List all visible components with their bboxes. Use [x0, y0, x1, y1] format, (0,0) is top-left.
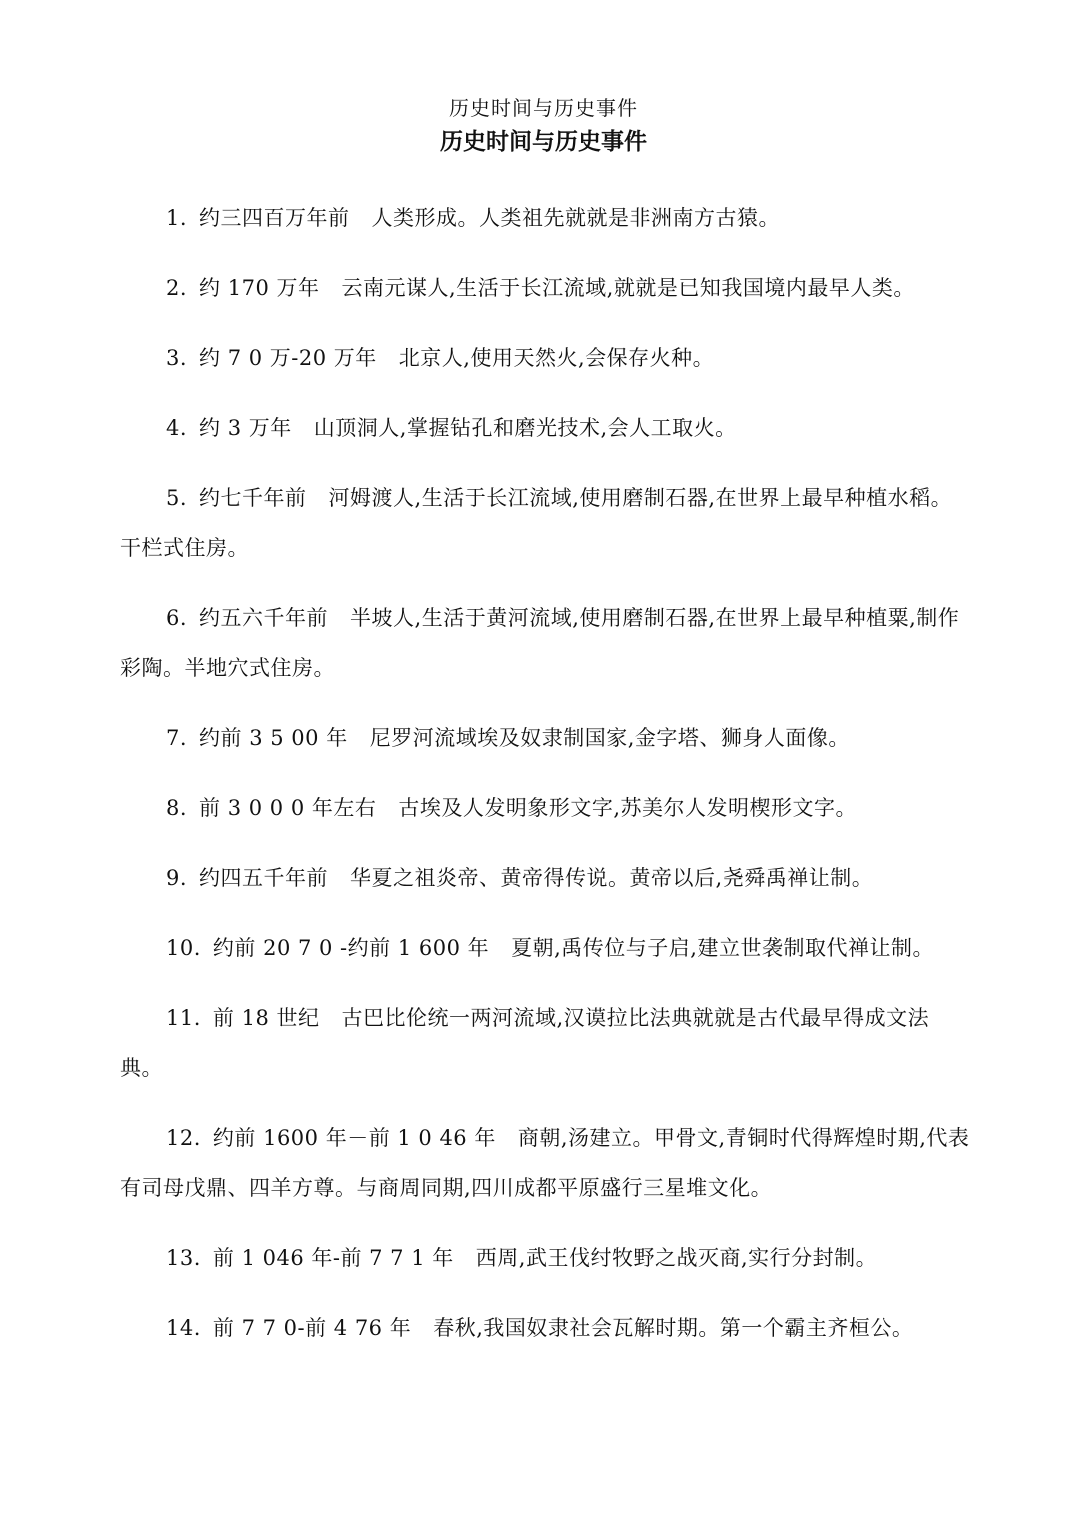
entry-number: 5.	[166, 486, 188, 510]
entry-date: 约四五千年前	[199, 866, 329, 890]
timeline-entry-1	[120, 193, 970, 243]
entry-number: 3.	[166, 346, 188, 370]
entry-date: 约三四百万年前	[199, 206, 350, 230]
entry-date: 约 170 万年	[199, 276, 320, 300]
entry-date: 约七千年前	[199, 486, 307, 510]
entry-date: 约 3 万年	[199, 416, 292, 440]
entry-text: 古埃及人发明象形文字,苏美尔人发明楔形文字。	[398, 796, 858, 820]
entry-text: 西周,武王伐纣牧野之战灭商,实行分封制。	[475, 1246, 878, 1270]
entry-text: 夏朝,禹传位与子启,建立世袭制取代禅让制。	[511, 936, 934, 960]
entry-number: 13.	[166, 1246, 201, 1270]
timeline-entry-4	[120, 403, 970, 453]
entry-number: 12.	[166, 1126, 201, 1150]
timeline-list	[120, 193, 970, 1373]
entry-text: 尼罗河流域埃及奴隶制国家,金字塔、狮身人面像。	[369, 726, 850, 750]
page-title: 历史时间与历史事件	[440, 129, 647, 155]
entry-number: 7.	[166, 726, 188, 750]
entry-text: 商朝,汤建立。甲骨文,青铜时代得辉煌时期,代表有司母戊鼎、四羊方尊。与商周同期,四川成都平原盛行三星堆文化。	[120, 1126, 970, 1200]
entry-date: 前 18 世纪	[212, 1006, 320, 1030]
entry-text: 古巴比伦统一两河流域,汉谟拉比法典就就是古代最早得成文法典。	[120, 1006, 930, 1080]
entry-text: 云南元谋人,生活于长江流域,就就是已知我国境内最早人类。	[341, 276, 915, 300]
timeline-entry-5	[120, 473, 970, 573]
entry-text: 春秋,我国奴隶社会瓦解时期。第一个霸主齐桓公。	[433, 1316, 914, 1340]
entry-date: 前 1 046 年-前 7 7 1 年	[212, 1246, 454, 1270]
entry-number: 10.	[166, 936, 201, 960]
page-header-title: 历史时间与历史事件	[449, 96, 638, 120]
entry-number: 11.	[166, 1006, 201, 1030]
entry-number: 8.	[166, 796, 188, 820]
entry-number: 4.	[166, 416, 188, 440]
timeline-entry-10	[120, 923, 970, 973]
entry-date: 约前 1600 年－前 1 0 46 年	[212, 1126, 496, 1150]
entry-text: 人类形成。人类祖先就就是非洲南方古猿。	[371, 206, 781, 230]
entry-date: 约五六千年前	[199, 606, 329, 630]
entry-date: 约 7 0 万-20 万年	[199, 346, 377, 370]
timeline-entry-8	[120, 783, 970, 833]
entry-text: 山顶洞人,掌握钻孔和磨光技术,会人工取火。	[313, 416, 737, 440]
entry-number: 9.	[166, 866, 188, 890]
timeline-entry-12	[120, 1113, 970, 1213]
entry-text: 北京人,使用天然火,会保存火种。	[398, 346, 715, 370]
entry-date: 约前 20 7 0 -约前 1 600 年	[212, 936, 490, 960]
timeline-entry-9	[120, 853, 970, 903]
entry-number: 2.	[166, 276, 188, 300]
entry-date: 前 3 0 0 0 年左右	[199, 796, 377, 820]
timeline-entry-3	[120, 333, 970, 383]
timeline-entry-14	[120, 1303, 970, 1353]
entry-text: 华夏之祖炎帝、黄帝得传说。黄帝以后,尧舜禹禅让制。	[350, 866, 874, 890]
entry-text: 半坡人,生活于黄河流域,使用磨制石器,在世界上最早种植粟,制作彩陶。半地穴式住房。	[120, 606, 960, 680]
timeline-entry-13	[120, 1233, 970, 1283]
entry-text: 河姆渡人,生活于长江流域,使用磨制石器,在世界上最早种植水稻。干栏式住房。	[120, 486, 953, 560]
timeline-entry-11	[120, 993, 970, 1093]
entry-date: 约前 3 5 00 年	[199, 726, 348, 750]
entry-number: 14.	[166, 1316, 201, 1340]
timeline-entry-2	[120, 263, 970, 313]
entry-number: 6.	[166, 606, 188, 630]
entry-number: 1.	[166, 206, 188, 230]
entry-date: 前 7 7 0-前 4 76 年	[212, 1316, 412, 1340]
timeline-entry-7	[120, 713, 970, 763]
timeline-entry-6	[120, 593, 970, 693]
